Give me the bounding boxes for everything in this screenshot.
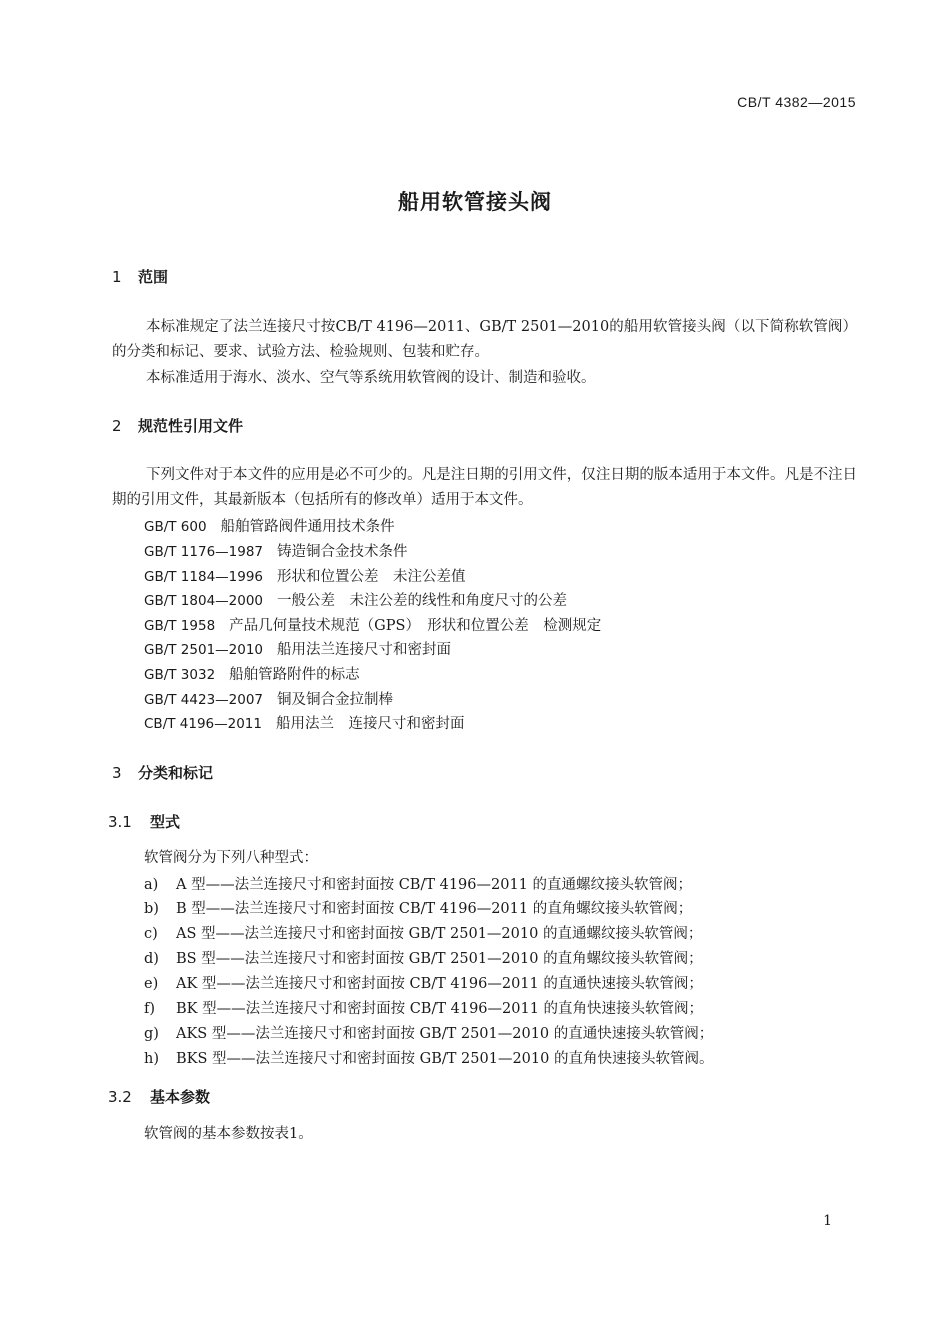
reference-code: GB/T 2501—2010 [144, 642, 264, 658]
subsection-title: 型式 [150, 813, 181, 831]
item-letter: a) [144, 877, 159, 893]
type-item [144, 1022, 713, 1043]
item-text: AK 型——法兰连接尺寸和密封面按 CB/T 4196—2011 的直通快速接头软管阀； [176, 976, 703, 992]
item-letter: h) [144, 1051, 159, 1067]
basic-parameters-text: 软管阀的基本参数按表1。 [144, 1126, 313, 1142]
reference-code: CB/T 4196—2011 [144, 716, 262, 732]
section-number: 2 [112, 417, 122, 435]
item-text: AKS 型——法兰连接尺寸和密封面按 GB/T 2501—2010 的直通快速接头软管阀； [176, 1026, 714, 1042]
reference-title: 船用法兰 连接尺寸和密封面 [276, 716, 465, 732]
type-item [144, 997, 703, 1018]
section-2-heading [112, 415, 243, 436]
reference-code: GB/T 1184—1996 [144, 569, 264, 585]
section-title: 规范性引用文件 [138, 417, 244, 435]
type-item [144, 947, 703, 968]
section-title: 分类和标记 [138, 764, 214, 782]
reference-item [144, 614, 601, 635]
section-number: 3 [112, 764, 122, 782]
reference-title: 产品几何量技术规范（GPS） 形状和位置公差 检测规定 [229, 618, 602, 634]
reference-code: GB/T 3032 [144, 667, 216, 683]
reference-title: 船舶管路附件的标志 [229, 667, 360, 683]
item-letter: e) [144, 976, 159, 992]
reference-item [144, 638, 451, 659]
reference-title: 船用法兰连接尺寸和密封面 [277, 642, 452, 658]
document-title: 船用软管接头阀 [398, 190, 552, 214]
reference-title: 铸造铜合金技术条件 [277, 544, 408, 560]
item-letter: c) [144, 926, 158, 942]
types-intro: 软管阀分为下列八种型式： [144, 850, 318, 866]
page-number: 1 [823, 1213, 832, 1229]
reference-code: GB/T 4423—2007 [144, 692, 264, 708]
document-code: CB/T 4382—2015 [737, 94, 856, 110]
type-item [144, 897, 692, 918]
reference-code: GB/T 1804—2000 [144, 593, 264, 609]
subsection-3-2-heading [108, 1086, 210, 1107]
item-text: AS 型——法兰连接尺寸和密封面按 GB/T 2501—2010 的直通螺纹接头软管阀； [176, 926, 703, 942]
type-item [144, 873, 692, 894]
section-number: 1 [112, 268, 122, 286]
item-letter: f) [144, 1001, 156, 1017]
item-text: A 型——法兰连接尺寸和密封面按 CB/T 4196—2011 的直通螺纹接头软管阀； [176, 877, 693, 893]
subsection-title: 基本参数 [150, 1088, 211, 1106]
item-text: BS 型——法兰连接尺寸和密封面按 GB/T 2501—2010 的直角螺纹接头软管阀； [176, 951, 703, 967]
item-letter: b) [144, 901, 159, 917]
reference-code: GB/T 1958 [144, 618, 216, 634]
item-text: BKS 型——法兰连接尺寸和密封面按 GB/T 2501—2010 的直角快速接头软管阀。 [176, 1051, 714, 1067]
section-1-heading [112, 266, 168, 287]
reference-title: 形状和位置公差 未注公差值 [277, 569, 466, 585]
type-item [144, 1047, 713, 1068]
reference-code: GB/T 600 [144, 519, 207, 535]
scope-paragraph-2: 本标准适用于海水、淡水、空气等系统用软管阀的设计、制造和验收。 [146, 370, 596, 386]
subsection-3-1-heading [108, 811, 180, 832]
reference-item [144, 565, 466, 586]
section-title: 范围 [138, 268, 169, 286]
reference-item [144, 589, 567, 610]
item-letter: g) [144, 1026, 159, 1042]
reference-item [144, 540, 408, 561]
subsection-number: 3.1 [108, 813, 132, 831]
subsection-number: 3.2 [108, 1088, 132, 1106]
type-item [144, 922, 702, 943]
reference-item [144, 712, 465, 733]
section-3-heading [112, 762, 213, 783]
item-letter: d) [144, 951, 159, 967]
reference-item [144, 515, 395, 536]
item-text: B 型——法兰连接尺寸和密封面按 CB/T 4196—2011 的直角螺纹接头软管阀； [176, 901, 693, 917]
reference-title: 船舶管路阀件通用技术条件 [220, 519, 395, 535]
scope-paragraph-1: 本标准规定了法兰连接尺寸按CB/T 4196—2011、GB/T 2501—2010的船用软管接头阀（以下简称软管阀）的分类和标记、要求、试验方法、检验规则、包装和贮存。 [112, 319, 857, 360]
references-intro: 下列文件对于本文件的应用是必不可少的。凡是注日期的引用文件，仅注日期的版本适用于本文件。凡是不注日期的引用文件，其最新版本（包括所有的修改单）适用于本文件。 [112, 467, 857, 508]
type-item [144, 972, 703, 993]
reference-title: 一般公差 未注公差的线性和角度尺寸的公差 [277, 593, 568, 609]
reference-item [144, 688, 393, 709]
reference-code: GB/T 1176—1987 [144, 544, 264, 560]
reference-item [144, 663, 360, 684]
item-text: BK 型——法兰连接尺寸和密封面按 CB/T 4196—2011 的直角快速接头软管阀； [176, 1001, 704, 1017]
reference-title: 铜及铜合金拉制棒 [277, 692, 394, 708]
